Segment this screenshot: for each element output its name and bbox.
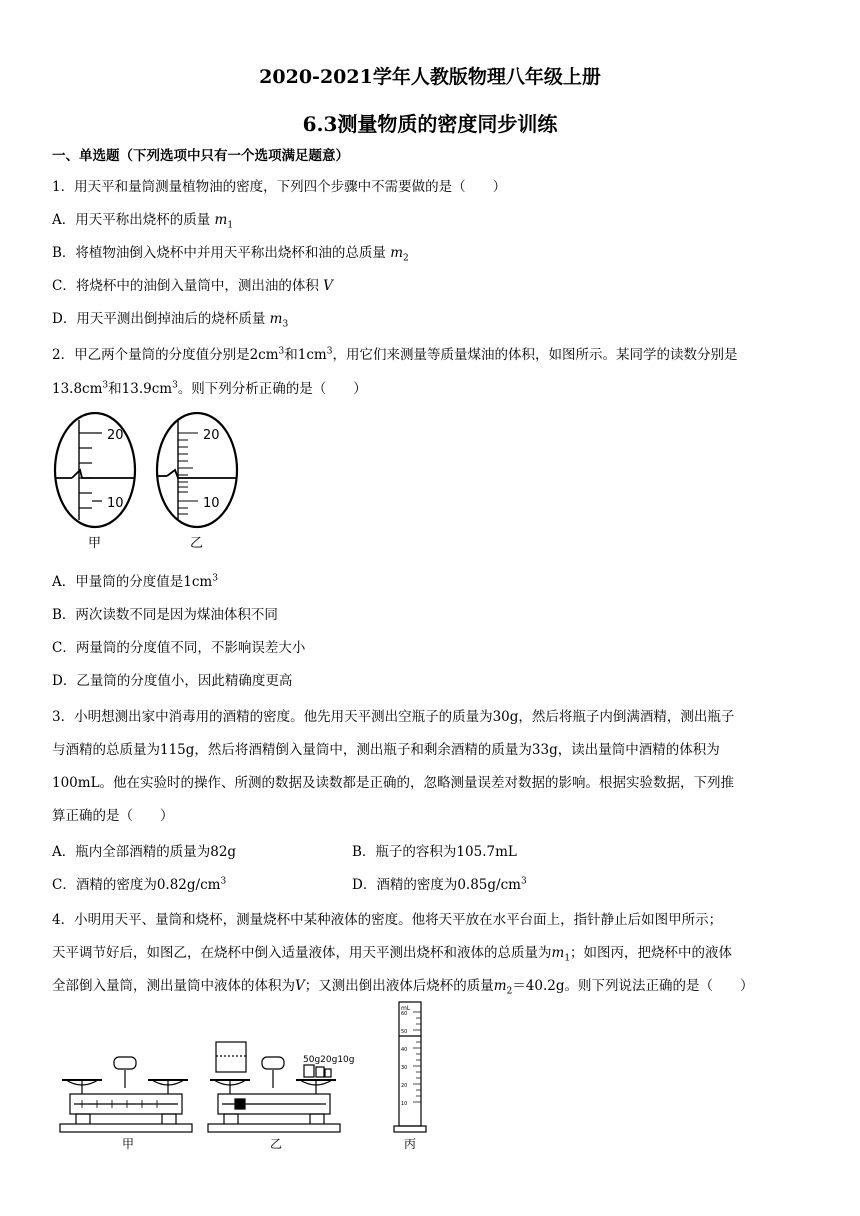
jia-label: 甲: [88, 536, 102, 551]
yi-label: 乙: [190, 536, 204, 551]
balance-yi-label: 乙: [270, 1137, 283, 1151]
q2-stem-line1: 2．甲乙两个量筒的分度值分别是$2cm^3$和$1cm^3$，用它们来测量等质量煤油的体积，如图所示。某同学的读数分别是: [52, 346, 738, 363]
q3-option-c: C．酒精的密度为$0.82g/cm^3$: [52, 876, 227, 893]
balance-jia: [60, 1057, 192, 1132]
cyl-tick-20: 20: [401, 1083, 408, 1089]
q3-stem-line1: 3．小明想测出家中消毒用的酒精的密度。他先用天平测出空瓶子的质量为30g，然后将瓶子内倒满酒精，测出瓶子: [52, 709, 735, 725]
cyl-tick-50: 50: [401, 1029, 408, 1035]
jia-tick-10: 10: [107, 496, 124, 511]
jia-tick-20: 20: [107, 428, 124, 443]
weights-label: 50g20g10g: [303, 1055, 355, 1065]
cyl-tick-10: 10: [401, 1101, 408, 1107]
cylinder-bing: [394, 1002, 426, 1132]
q3-option-d: D．酒精的密度为$0.85g/cm^3$: [352, 876, 527, 893]
q2-stem-line2: $13.8cm^3$和$13.9cm^3$。则下列分析正确的是（ ）: [52, 380, 367, 397]
q1-option-d: D．用天平测出倒掉油后的烧杯质量 $m_3$: [52, 311, 289, 330]
q2-option-d: D．乙量筒的分度值小，因此精确度更高: [52, 673, 293, 689]
q2-option-a: A．甲量筒的分度值是$1cm^3$: [52, 573, 218, 590]
q2-cylinder-figure: [52, 412, 252, 557]
q3-stem-line3: 100mL。他在实验时的操作、所测的数据及读数都是正确的，忽略测量误差对数据的影响。根据实验数据，下列推: [52, 775, 735, 791]
cylinder-bing-label: 丙: [404, 1137, 417, 1151]
q1-option-a: A．用天平称出烧杯的质量 $m_1$: [52, 212, 234, 231]
q1-stem: 1．用天平和量筒测量植物油的密度，下列四个步骤中不需要做的是（ ）: [52, 179, 507, 195]
q1-option-b: B．将植物油倒入烧杯中并用天平称出烧杯和油的总质量 $m_2$: [52, 245, 409, 264]
q3-option-b: B．瓶子的容积为105.7mL: [352, 844, 517, 860]
section-heading: 一、单选题（下列选项中只有一个选项满足题意）: [52, 148, 349, 164]
cylinder-jia: [55, 413, 135, 551]
doc-subtitle: 6.3测量物质的密度同步训练: [302, 112, 558, 136]
q3-option-a: A．瓶内全部酒精的质量为82g: [52, 844, 237, 860]
q4-stem-line2: 天平调节好后，如图乙，在烧杯中倒入适量液体，用天平测出烧杯和液体的总质量为$m_1$；如图丙，把烧杯中的液体: [52, 945, 733, 964]
yi-tick-10: 10: [203, 496, 220, 511]
q4-figure: [52, 1000, 472, 1160]
doc-title: 2020-2021学年人教版物理八年级上册: [259, 66, 601, 88]
q3-stem-line4: 算正确的是（ ）: [52, 808, 174, 824]
yi-tick-20: 20: [203, 428, 220, 443]
cyl-tick-40: 40: [401, 1047, 408, 1053]
cylinder-unit: mL: [401, 1005, 411, 1012]
q1-option-c: C．将烧杯中的油倒入量筒中，测出油的体积 V: [52, 278, 333, 294]
cyl-tick-30: 30: [401, 1065, 408, 1071]
balance-jia-label: 甲: [122, 1137, 135, 1151]
q4-stem-line3: 全部倒入量筒，测出量筒中液体的体积为V；又测出倒出液体后烧杯的质量$m_2=40.2g$。则下列说法正确的是（ ）: [52, 978, 754, 997]
cyl-tick-60: 60: [401, 1011, 408, 1017]
q3-stem-line2: 与酒精的总质量为115g，然后将酒精倒入量筒中，测出瓶子和剩余酒精的质量为33g，读出量筒中酒精的体积为: [52, 742, 720, 758]
cylinder-yi: [157, 413, 237, 551]
q4-stem-line1: 4．小明用天平、量筒和烧杯，测量烧杯中某种液体的密度。他将天平放在水平台面上，指针静止后如图甲所示；: [52, 912, 723, 928]
q2-option-c: C．两量筒的分度值不同，不影响误差大小: [52, 640, 306, 656]
q2-option-b: B．两次读数不同是因为煤油体积不同: [52, 607, 278, 623]
